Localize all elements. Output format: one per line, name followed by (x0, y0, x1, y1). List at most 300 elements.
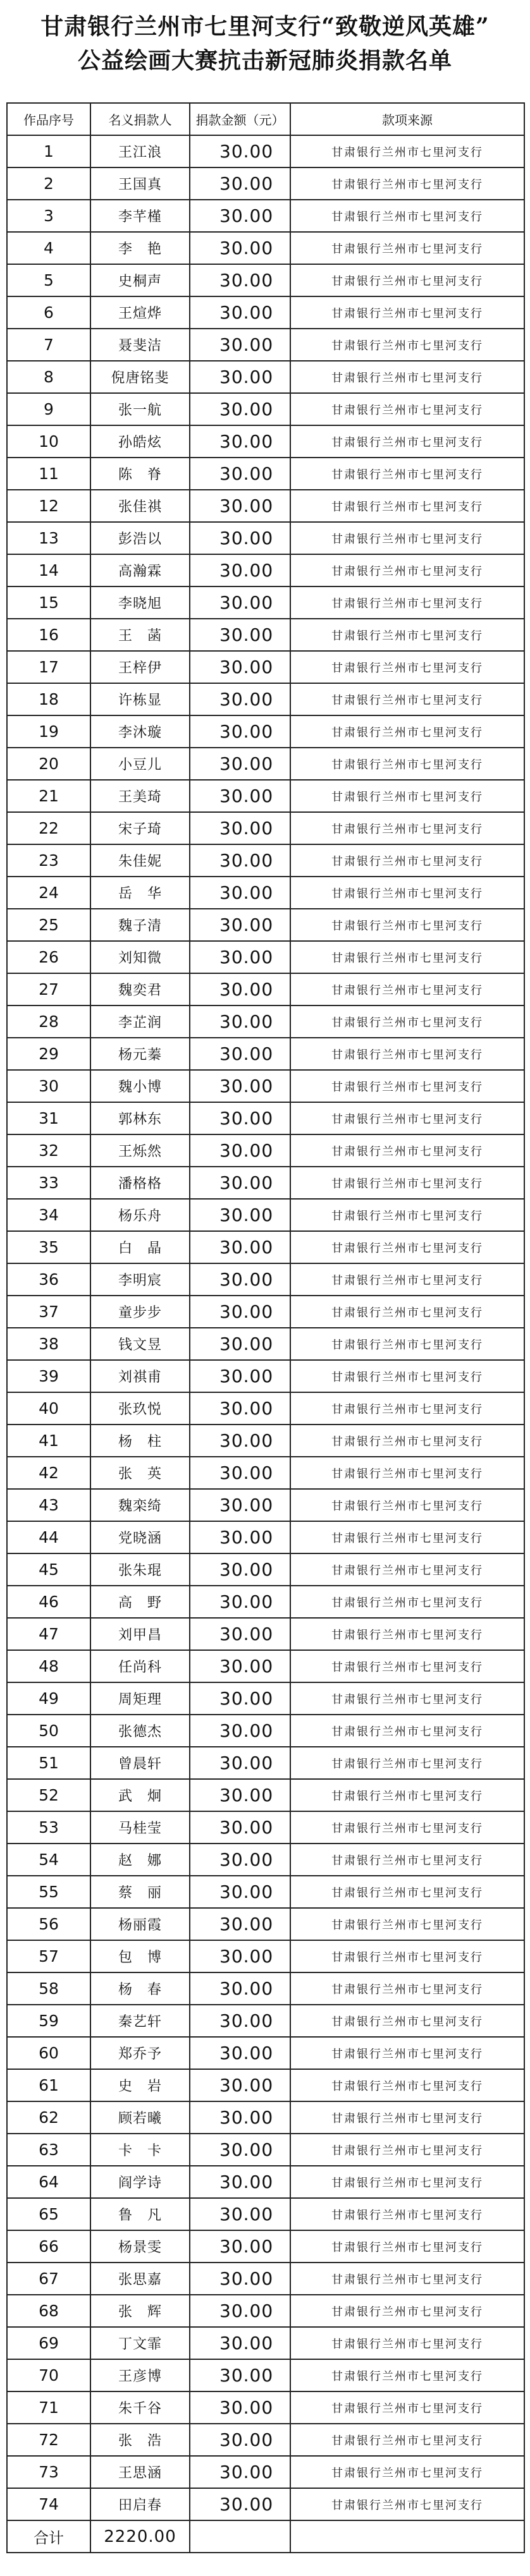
work-number-cell: 51 (7, 1747, 90, 1779)
work-number-cell: 26 (7, 941, 90, 973)
source-cell: 甘肃银行兰州市七里河支行 (290, 1940, 524, 1972)
work-number-cell: 41 (7, 1425, 90, 1457)
table-row (7, 1231, 524, 1263)
amount-cell: 30.00 (190, 1972, 290, 2005)
source-cell: 甘肃银行兰州市七里河支行 (290, 586, 524, 619)
source-cell: 甘肃银行兰州市七里河支行 (290, 651, 524, 683)
donor-name-cell: 张玖悦 (90, 1392, 190, 1425)
work-number-cell: 22 (7, 812, 90, 844)
work-number-cell: 49 (7, 1682, 90, 1715)
table-row (7, 554, 524, 586)
source-cell: 甘肃银行兰州市七里河支行 (290, 1070, 524, 1102)
donor-name-cell: 倪唐铭斐 (90, 361, 190, 393)
amount-cell: 30.00 (190, 1876, 290, 1908)
donor-name-cell: 彭浩以 (90, 522, 190, 554)
source-cell: 甘肃银行兰州市七里河支行 (290, 1360, 524, 1392)
work-number-cell: 8 (7, 361, 90, 393)
table-row (7, 1005, 524, 1038)
source-cell: 甘肃银行兰州市七里河支行 (290, 909, 524, 941)
source-cell: 甘肃银行兰州市七里河支行 (290, 2456, 524, 2488)
donor-name-cell: 杨景雯 (90, 2230, 190, 2263)
amount-cell: 30.00 (190, 2166, 290, 2198)
table-row (7, 909, 524, 941)
table-row (7, 877, 524, 909)
source-cell: 甘肃银行兰州市七里河支行 (290, 1489, 524, 1521)
amount-cell: 30.00 (190, 2005, 290, 2037)
source-cell: 甘肃银行兰州市七里河支行 (290, 2037, 524, 2069)
work-number-cell: 56 (7, 1908, 90, 1940)
work-number-cell: 38 (7, 1328, 90, 1360)
source-cell: 甘肃银行兰州市七里河支行 (290, 2327, 524, 2359)
table-row (7, 1972, 524, 2005)
work-number-cell: 40 (7, 1392, 90, 1425)
table-row (7, 2359, 524, 2391)
source-cell: 甘肃银行兰州市七里河支行 (290, 683, 524, 715)
source-cell: 甘肃银行兰州市七里河支行 (290, 296, 524, 329)
table-row (7, 1102, 524, 1134)
donor-name-cell: 童步步 (90, 1296, 190, 1328)
work-number-cell: 60 (7, 2037, 90, 2069)
work-number-cell: 3 (7, 200, 90, 232)
amount-cell: 30.00 (190, 1038, 290, 1070)
work-number-cell: 63 (7, 2134, 90, 2166)
amount-cell: 30.00 (190, 393, 290, 425)
work-number-cell: 36 (7, 1263, 90, 1296)
donor-name-cell: 王彦博 (90, 2359, 190, 2391)
source-cell: 甘肃银行兰州市七里河支行 (290, 1972, 524, 2005)
donor-name-cell: 张德杰 (90, 1715, 190, 1747)
work-number-cell: 16 (7, 619, 90, 651)
work-number-cell: 1 (7, 135, 90, 167)
donor-name-cell: 顾若曦 (90, 2101, 190, 2134)
work-number-cell: 17 (7, 651, 90, 683)
amount-cell: 30.00 (190, 748, 290, 780)
donor-name-cell: 杨元蓁 (90, 1038, 190, 1070)
work-number-cell: 25 (7, 909, 90, 941)
work-number-cell: 5 (7, 264, 90, 296)
table-row (7, 1618, 524, 1650)
table-row (7, 1360, 524, 1392)
table-row (7, 1489, 524, 1521)
work-number-cell: 73 (7, 2456, 90, 2488)
table-row (7, 264, 524, 296)
table-row (7, 1199, 524, 1231)
donor-name-cell: 曾晨轩 (90, 1747, 190, 1779)
donor-name-cell: 秦艺轩 (90, 2005, 190, 2037)
table-row (7, 1650, 524, 1682)
amount-cell: 30.00 (190, 973, 290, 1005)
work-number-cell: 30 (7, 1070, 90, 1102)
donor-name-cell: 王国真 (90, 167, 190, 200)
source-cell: 甘肃银行兰州市七里河支行 (290, 1328, 524, 1360)
work-number-cell: 7 (7, 329, 90, 361)
donor-name-cell: 朱佳妮 (90, 844, 190, 877)
work-number-cell: 57 (7, 1940, 90, 1972)
amount-cell: 30.00 (190, 1296, 290, 1328)
source-cell: 甘肃银行兰州市七里河支行 (290, 1586, 524, 1618)
amount-cell: 30.00 (190, 458, 290, 490)
work-number-cell: 21 (7, 780, 90, 812)
work-number-cell: 24 (7, 877, 90, 909)
donor-name-cell: 钱文昱 (90, 1328, 190, 1360)
work-number-cell: 69 (7, 2327, 90, 2359)
table-row (7, 1038, 524, 1070)
total-row (7, 2520, 524, 2553)
table-row (7, 2166, 524, 2198)
donor-name-cell: 田启春 (90, 2488, 190, 2520)
work-number-cell: 72 (7, 2424, 90, 2456)
source-cell: 甘肃银行兰州市七里河支行 (290, 1553, 524, 1586)
source-cell: 甘肃银行兰州市七里河支行 (290, 2295, 524, 2327)
source-cell: 甘肃银行兰州市七里河支行 (290, 2005, 524, 2037)
amount-cell: 30.00 (190, 1392, 290, 1425)
source-cell: 甘肃银行兰州市七里河支行 (290, 1457, 524, 1489)
amount-cell: 30.00 (190, 2327, 290, 2359)
work-number-cell: 9 (7, 393, 90, 425)
source-cell: 甘肃银行兰州市七里河支行 (290, 1167, 524, 1199)
source-cell: 甘肃银行兰州市七里河支行 (290, 1682, 524, 1715)
amount-cell: 30.00 (190, 780, 290, 812)
table-row (7, 1553, 524, 1586)
work-number-cell: 44 (7, 1521, 90, 1553)
donor-name-cell: 阎学诗 (90, 2166, 190, 2198)
source-cell: 甘肃银行兰州市七里河支行 (290, 1263, 524, 1296)
amount-cell: 30.00 (190, 1199, 290, 1231)
donor-name-cell: 聂斐洁 (90, 329, 190, 361)
donor-name-cell: 王 菡 (90, 619, 190, 651)
table-row (7, 1779, 524, 1811)
amount-cell: 30.00 (190, 1682, 290, 1715)
source-cell: 甘肃银行兰州市七里河支行 (290, 522, 524, 554)
amount-cell: 30.00 (190, 1167, 290, 1199)
table-row (7, 812, 524, 844)
donor-name-cell: 包 博 (90, 1940, 190, 1972)
amount-cell: 30.00 (190, 296, 290, 329)
amount-cell: 30.00 (190, 941, 290, 973)
amount-cell: 30.00 (190, 329, 290, 361)
work-number-cell: 14 (7, 554, 90, 586)
work-number-cell: 29 (7, 1038, 90, 1070)
donor-name-cell: 李 艳 (90, 232, 190, 264)
source-cell: 甘肃银行兰州市七里河支行 (290, 2424, 524, 2456)
work-number-cell: 27 (7, 973, 90, 1005)
source-cell: 甘肃银行兰州市七里河支行 (290, 941, 524, 973)
table-row (7, 2230, 524, 2263)
source-cell: 甘肃银行兰州市七里河支行 (290, 2134, 524, 2166)
source-cell: 甘肃银行兰州市七里河支行 (290, 1005, 524, 1038)
source-cell: 甘肃银行兰州市七里河支行 (290, 1296, 524, 1328)
table-row (7, 135, 524, 167)
table-row (7, 2456, 524, 2488)
work-number-cell: 13 (7, 522, 90, 554)
page-title-line-1: 甘肃银行兰州市七里河支行“致敬逆风英雄” (40, 13, 490, 40)
work-number-cell: 50 (7, 1715, 90, 1747)
amount-cell: 30.00 (190, 1134, 290, 1167)
donor-name-cell: 卡 卡 (90, 2134, 190, 2166)
work-number-cell: 62 (7, 2101, 90, 2134)
page-title-line-2: 公益绘画大赛抗击新冠肺炎捐款名单 (77, 47, 452, 74)
donor-name-cell: 李明宸 (90, 1263, 190, 1296)
work-number-cell: 20 (7, 748, 90, 780)
work-number-cell: 33 (7, 1167, 90, 1199)
amount-cell: 30.00 (190, 844, 290, 877)
donor-name-cell: 史桐声 (90, 264, 190, 296)
amount-cell: 30.00 (190, 2069, 290, 2101)
table-row (7, 1425, 524, 1457)
source-cell: 甘肃银行兰州市七里河支行 (290, 2101, 524, 2134)
amount-cell: 30.00 (190, 2359, 290, 2391)
source-cell: 甘肃银行兰州市七里河支行 (290, 748, 524, 780)
amount-cell: 30.00 (190, 2198, 290, 2230)
amount-cell: 30.00 (190, 1263, 290, 1296)
donor-name-cell: 白 晶 (90, 1231, 190, 1263)
donor-name-cell: 王江浪 (90, 135, 190, 167)
work-number-cell: 18 (7, 683, 90, 715)
table-header-row (7, 103, 524, 135)
table-row (7, 1715, 524, 1747)
amount-cell: 30.00 (190, 619, 290, 651)
donor-name-cell: 鲁 凡 (90, 2198, 190, 2230)
donor-name-cell: 王煊烨 (90, 296, 190, 329)
work-number-cell: 48 (7, 1650, 90, 1682)
amount-cell: 30.00 (190, 2134, 290, 2166)
amount-cell: 30.00 (190, 1489, 290, 1521)
amount-cell: 30.00 (190, 1360, 290, 1392)
header-amount: 捐款金额（元） (190, 103, 290, 135)
table-row (7, 2101, 524, 2134)
donor-name-cell: 魏子清 (90, 909, 190, 941)
amount-cell: 30.00 (190, 1070, 290, 1102)
table-row (7, 844, 524, 877)
table-row (7, 1586, 524, 1618)
amount-cell: 30.00 (190, 554, 290, 586)
work-number-cell: 32 (7, 1134, 90, 1167)
work-number-cell: 46 (7, 1586, 90, 1618)
source-cell: 甘肃银行兰州市七里河支行 (290, 1715, 524, 1747)
amount-cell: 30.00 (190, 812, 290, 844)
donor-name-cell: 杨乐舟 (90, 1199, 190, 1231)
donor-name-cell: 党晓涵 (90, 1521, 190, 1553)
source-cell: 甘肃银行兰州市七里河支行 (290, 232, 524, 264)
amount-cell: 30.00 (190, 522, 290, 554)
table-row (7, 1908, 524, 1940)
donor-name-cell: 李芊槿 (90, 200, 190, 232)
donor-name-cell: 高 野 (90, 1586, 190, 1618)
source-cell: 甘肃银行兰州市七里河支行 (290, 2198, 524, 2230)
amount-cell: 30.00 (190, 1618, 290, 1650)
source-cell: 甘肃银行兰州市七里河支行 (290, 200, 524, 232)
table-row (7, 490, 524, 522)
work-number-cell: 43 (7, 1489, 90, 1521)
table-row (7, 1876, 524, 1908)
source-cell: 甘肃银行兰州市七里河支行 (290, 1908, 524, 1940)
donor-name-cell: 蔡 丽 (90, 1876, 190, 1908)
work-number-cell: 42 (7, 1457, 90, 1489)
amount-cell: 30.00 (190, 2391, 290, 2424)
amount-cell: 30.00 (190, 1586, 290, 1618)
table-row (7, 393, 524, 425)
source-cell: 甘肃银行兰州市七里河支行 (290, 1199, 524, 1231)
work-number-cell: 59 (7, 2005, 90, 2037)
table-row (7, 586, 524, 619)
work-number-cell: 12 (7, 490, 90, 522)
amount-cell: 30.00 (190, 167, 290, 200)
amount-cell: 30.00 (190, 490, 290, 522)
donor-name-cell: 张朱琨 (90, 1553, 190, 1586)
source-cell: 甘肃银行兰州市七里河支行 (290, 490, 524, 522)
table-row (7, 1747, 524, 1779)
amount-cell: 30.00 (190, 200, 290, 232)
work-number-cell: 58 (7, 1972, 90, 2005)
source-cell: 甘肃银行兰州市七里河支行 (290, 2488, 524, 2520)
source-cell: 甘肃银行兰州市七里河支行 (290, 780, 524, 812)
source-cell: 甘肃银行兰州市七里河支行 (290, 1779, 524, 1811)
amount-cell: 30.00 (190, 2263, 290, 2295)
donor-name-cell: 刘祺甫 (90, 1360, 190, 1392)
total-amount: 2220.00 (90, 2520, 190, 2553)
table-row (7, 232, 524, 264)
table-row (7, 458, 524, 490)
work-number-cell: 37 (7, 1296, 90, 1328)
work-number-cell: 74 (7, 2488, 90, 2520)
table-row (7, 1457, 524, 1489)
header-donor-name: 名义捐款人 (90, 103, 190, 135)
donor-name-cell: 丁文霏 (90, 2327, 190, 2359)
source-cell: 甘肃银行兰州市七里河支行 (290, 393, 524, 425)
amount-cell: 30.00 (190, 2230, 290, 2263)
table-row (7, 2424, 524, 2456)
source-cell: 甘肃银行兰州市七里河支行 (290, 1747, 524, 1779)
header-work-number: 作品序号 (7, 103, 90, 135)
amount-cell: 30.00 (190, 1811, 290, 1844)
donor-name-cell: 张 英 (90, 1457, 190, 1489)
donor-name-cell: 郭林东 (90, 1102, 190, 1134)
work-number-cell: 10 (7, 425, 90, 458)
donor-name-cell: 武 炯 (90, 1779, 190, 1811)
donor-name-cell: 朱千谷 (90, 2391, 190, 2424)
work-number-cell: 53 (7, 1811, 90, 1844)
donor-name-cell: 宋子琦 (90, 812, 190, 844)
source-cell: 甘肃银行兰州市七里河支行 (290, 812, 524, 844)
work-number-cell: 70 (7, 2359, 90, 2391)
source-cell: 甘肃银行兰州市七里河支行 (290, 135, 524, 167)
work-number-cell: 65 (7, 2198, 90, 2230)
source-cell: 甘肃银行兰州市七里河支行 (290, 1134, 524, 1167)
source-cell: 甘肃银行兰州市七里河支行 (290, 2263, 524, 2295)
donor-name-cell: 李沐璇 (90, 715, 190, 748)
work-number-cell: 67 (7, 2263, 90, 2295)
source-cell: 甘肃银行兰州市七里河支行 (290, 1650, 524, 1682)
source-cell: 甘肃银行兰州市七里河支行 (290, 619, 524, 651)
donor-name-cell: 郑乔予 (90, 2037, 190, 2069)
table-row (7, 748, 524, 780)
amount-cell: 30.00 (190, 715, 290, 748)
table-row (7, 522, 524, 554)
donor-name-cell: 任尚科 (90, 1650, 190, 1682)
table-row (7, 2069, 524, 2101)
donor-name-cell: 刘甲昌 (90, 1618, 190, 1650)
table-row (7, 1940, 524, 1972)
amount-cell: 30.00 (190, 2295, 290, 2327)
donor-name-cell: 魏奕君 (90, 973, 190, 1005)
table-row (7, 2327, 524, 2359)
source-cell: 甘肃银行兰州市七里河支行 (290, 2230, 524, 2263)
table-row (7, 1167, 524, 1199)
work-number-cell: 55 (7, 1876, 90, 1908)
work-number-cell: 68 (7, 2295, 90, 2327)
amount-cell: 30.00 (190, 2488, 290, 2520)
source-cell: 甘肃银行兰州市七里河支行 (290, 1038, 524, 1070)
source-cell: 甘肃银行兰州市七里河支行 (290, 361, 524, 393)
work-number-cell: 31 (7, 1102, 90, 1134)
amount-cell: 30.00 (190, 1328, 290, 1360)
table-row (7, 1296, 524, 1328)
work-number-cell: 45 (7, 1553, 90, 1586)
table-row (7, 2134, 524, 2166)
donor-name-cell: 孙皓炫 (90, 425, 190, 458)
work-number-cell: 23 (7, 844, 90, 877)
table-row (7, 2488, 524, 2520)
donor-name-cell: 潘格格 (90, 1167, 190, 1199)
donor-name-cell: 岳 华 (90, 877, 190, 909)
source-cell: 甘肃银行兰州市七里河支行 (290, 877, 524, 909)
donor-name-cell: 周矩理 (90, 1682, 190, 1715)
amount-cell: 30.00 (190, 2456, 290, 2488)
source-cell: 甘肃银行兰州市七里河支行 (290, 1425, 524, 1457)
source-cell: 甘肃银行兰州市七里河支行 (290, 844, 524, 877)
work-number-cell: 61 (7, 2069, 90, 2101)
table-row (7, 200, 524, 232)
source-cell: 甘肃银行兰州市七里河支行 (290, 715, 524, 748)
total-empty-cell (190, 2520, 290, 2553)
source-cell: 甘肃银行兰州市七里河支行 (290, 2391, 524, 2424)
table-row (7, 1392, 524, 1425)
table-row (7, 1328, 524, 1360)
table-row (7, 973, 524, 1005)
table-row (7, 167, 524, 200)
donor-name-cell: 张佳祺 (90, 490, 190, 522)
table-row (7, 941, 524, 973)
donor-name-cell: 王梓伊 (90, 651, 190, 683)
donor-name-cell: 张 浩 (90, 2424, 190, 2456)
header-source: 款项来源 (290, 103, 524, 135)
source-cell: 甘肃银行兰州市七里河支行 (290, 1392, 524, 1425)
donor-name-cell: 李芷润 (90, 1005, 190, 1038)
table-row (7, 780, 524, 812)
table-row (7, 361, 524, 393)
amount-cell: 30.00 (190, 1650, 290, 1682)
source-cell: 甘肃银行兰州市七里河支行 (290, 1844, 524, 1876)
donor-name-cell: 李晓旭 (90, 586, 190, 619)
donor-name-cell: 杨 春 (90, 1972, 190, 2005)
amount-cell: 30.00 (190, 1779, 290, 1811)
donor-name-cell: 小豆儿 (90, 748, 190, 780)
amount-cell: 30.00 (190, 1425, 290, 1457)
source-cell: 甘肃银行兰州市七里河支行 (290, 1876, 524, 1908)
amount-cell: 30.00 (190, 651, 290, 683)
donor-name-cell: 张 辉 (90, 2295, 190, 2327)
amount-cell: 30.00 (190, 2037, 290, 2069)
amount-cell: 30.00 (190, 232, 290, 264)
amount-cell: 30.00 (190, 361, 290, 393)
source-cell: 甘肃银行兰州市七里河支行 (290, 425, 524, 458)
amount-cell: 30.00 (190, 586, 290, 619)
work-number-cell: 39 (7, 1360, 90, 1392)
donor-name-cell: 王美琦 (90, 780, 190, 812)
donor-name-cell: 王烁然 (90, 1134, 190, 1167)
amount-cell: 30.00 (190, 1457, 290, 1489)
table-row (7, 1844, 524, 1876)
